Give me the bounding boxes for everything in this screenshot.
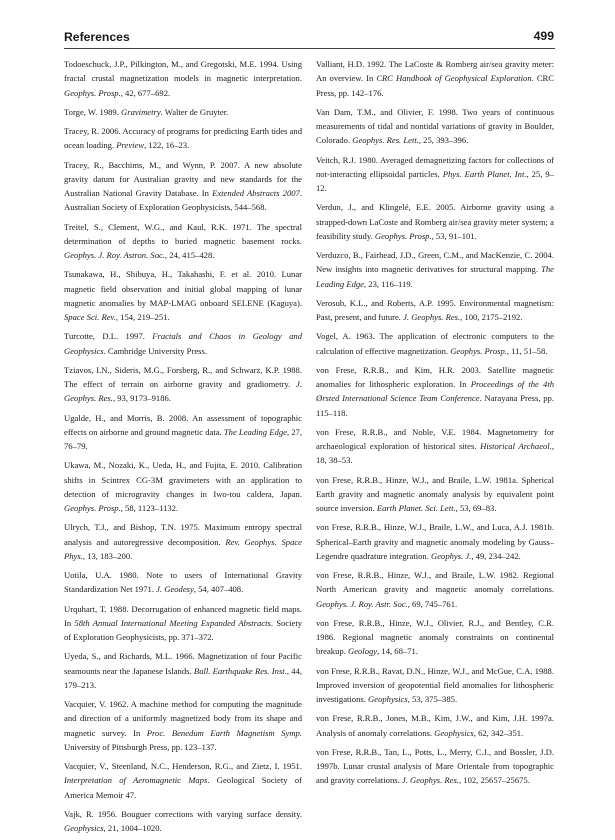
reference-text: von Frese, R.R.B., Hinze, W.J., and Braile, L.W. 1982. Regional North American gravity and magnetic anomaly correlations.: [316, 570, 554, 595]
reference-text: Verosub, K.L., and Roberts, A.P. 1995. Environmental magnetism: Past, present, and future.: [316, 297, 554, 322]
reference-details: , 53, 375–385.: [407, 694, 458, 704]
reference-source: 58th Annual International Meeting Expanded Abstracts: [74, 617, 271, 628]
reference-entry: [64, 649, 302, 692]
reference-text: Vacquier, V., Steenland, N.C., Henderson, R.G., and Zietz, I. 1951.: [64, 761, 302, 771]
reference-text: von Frese, R.R.B., Hinze, W.J., Olivier, R.J., and Bentley, C.R. 1986. Regional magnetic anomaly constraints on continental breakup.: [316, 617, 554, 657]
reference-details: , 14, 68–71.: [377, 646, 418, 657]
reference-details: , 122, 16–23.: [144, 140, 190, 151]
reference-details: , 44, 179–213.: [64, 665, 303, 690]
reference-entry: [64, 759, 302, 802]
reference-text: Valliant, H.D. 1992. The LaCoste & Romberg air/sea gravity meter: An overview. In: [316, 59, 554, 84]
right-reference-column: [316, 57, 554, 793]
reference-text: Ulrych, T.J., and Bishop, T.N. 1975. Maximum entropy spectral analysis and autoregressive decomposition.: [64, 522, 302, 547]
reference-source: Geophys. Prosp.: [64, 87, 121, 98]
section-title: References: [64, 30, 130, 44]
reference-details: , 102, 25657–25675.: [458, 775, 530, 786]
reference-details: , 27, 76–79.: [64, 426, 302, 451]
reference-source: Proceedings of the 4th Ørsted International Science Team Conference: [316, 379, 554, 404]
reference-text: Todoeschuck, J.P., Pilkington, M., and Gregotski, M.E. 1994. Using fractal crustal magnetization models in magnetic interpretation.: [64, 59, 302, 84]
reference-entry: [64, 697, 302, 754]
reference-entry: [64, 158, 302, 215]
reference-text: Ukawa, M., Nozaki, K., Ueda, H., and Fujita, E. 2010. Calibration shifts in Scintrex CG-3M gravimeters with an application to detection of microgravity changes in Iwo-tou caldera, Japan.: [64, 460, 302, 499]
left-reference-column: [64, 57, 302, 840]
reference-entry: [316, 296, 554, 325]
reference-source: Geophys. J. Roy. Astron. Soc.: [64, 250, 165, 260]
reference-details: , 100, 2175–2192.: [460, 312, 523, 322]
reference-entry: [316, 153, 554, 196]
reference-entry: [316, 329, 554, 358]
reference-details: , 13, 183–200.: [82, 550, 133, 561]
reference-entry: [316, 520, 554, 563]
reference-source: The Leading Edge: [316, 264, 554, 289]
reference-source: Geophys. J.: [431, 550, 472, 561]
header-rule: [64, 48, 555, 49]
reference-text: von Frese, R.R.B., Ravat, D.N., Hinze, W.J., and McGue, C.A. 1988. Improved inversion of geopotential field anomalies for lithospheric investigations.: [316, 665, 554, 704]
reference-source: Geology: [347, 646, 378, 657]
reference-details: . Australian Society of Exploration Geophysicists, 544–568.: [64, 188, 302, 213]
reference-entry: [316, 745, 554, 788]
reference-source: Preview: [116, 140, 145, 151]
reference-text: Veitch, R.J. 1980. Averaged demagnetizing factors for collections of not-interacting ellipsoidal particles.: [316, 154, 554, 179]
reference-details: University of Pittsburgh Press, pp. 123–137.: [64, 741, 217, 752]
reference-text: Vajk, R. 1956. Bouguer corrections with varying surface density.: [64, 808, 302, 819]
reference-entry: [316, 616, 554, 659]
reference-text: Vacquier, V. 1962. A machine method for computing the magnitude and direction of a uniformly magnetized body from its shape and magnetic survey. In: [64, 699, 302, 738]
reference-source: J. Geophys. Res.: [401, 775, 459, 786]
reference-text: Verduzco, B., Fairhead, J.D., Green, C.M., and MacKenzie, C. 2004. New insights into magnetic derivatives for structural mapping.: [316, 250, 554, 275]
reference-text: von Frese, R.R.B., Hinze, W.J., Braile, L.W., and Luca, A.J. 1981b. Spherical–Earth gravity and magnetic anomaly modeling by Gauss–Legendre quadrature integration.: [316, 522, 554, 561]
reference-entry: [64, 220, 302, 263]
reference-source: CRC Handbook of Geophysical Exploration: [376, 73, 532, 84]
reference-text: Tsunakawa, H., Shibuya, H., Takahashi, F. et al. 2010. Lunar magnetic field observation and initial global mapping of lunar magnetic anomalies by MAP-LMAG onboard SELENE (Kaguya).: [64, 269, 302, 308]
reference-entry: [316, 711, 554, 740]
reference-details: , 62, 342–351.: [473, 727, 524, 738]
reference-entry: [64, 124, 302, 153]
reference-source: Geophysics: [368, 694, 408, 704]
reference-source: Geophys. Res. Lett.: [352, 135, 419, 146]
reference-entry: [316, 473, 554, 516]
reference-source: Geophys. Prosp.: [64, 503, 121, 513]
reference-entry: [64, 363, 302, 406]
reference-text: von Frese, R.R.B., Tan, L., Potts, L., Merry, C.J., and Bossler, J.D. 1997b. Lunar crustal analysis of Mare Orientale from topographic and gravity correlations.: [316, 746, 554, 786]
reference-source: J. Geodesy: [156, 584, 194, 595]
reference-entry: [316, 200, 554, 243]
reference-source: Bull. Earthquake Res. Inst.: [193, 665, 287, 676]
reference-source: Geophysics: [434, 727, 474, 738]
reference-details: . Walter de Gruyter.: [160, 106, 229, 117]
reference-details: , 25, 393–396.: [418, 135, 469, 146]
reference-text: Vogel, A. 1963. The application of electronic computers to the calculation of effective magnetization.: [316, 331, 554, 356]
reference-source: Space Sci. Rev.: [64, 312, 116, 322]
reference-text: von Frese, R.R.B., and Noble, V.E. 1984. Magnetometry for archaeological exploration of historical sites.: [316, 426, 554, 451]
reference-source: Proc. Benedum Earth Magnetism Symp.: [146, 727, 302, 738]
reference-entry: [316, 664, 554, 707]
reference-source: Extended Abstracts 2007: [212, 188, 300, 198]
reference-details: . Society of Exploration Geophysicists, pp. 371–372.: [64, 617, 303, 642]
reference-entry: [64, 568, 302, 597]
running-header: [64, 28, 554, 48]
reference-details: . Cambridge University Press.: [103, 345, 207, 356]
reference-entry: [64, 57, 302, 100]
reference-text: Uyeda, S., and Richards, M.L. 1966. Magnetization of four Pacific seamounts near the Japanese Islands.: [64, 651, 302, 676]
reference-source: Rev. Geophys. Space Phys.: [64, 536, 302, 561]
reference-entry: [64, 520, 302, 563]
reference-details: , 93, 9173–9186.: [112, 393, 171, 404]
reference-details: , 53, 69–83.: [455, 503, 497, 513]
reference-text: Turcotte, D.L. 1997.: [64, 331, 153, 342]
reference-text: Treitel, S., Clement, W.G., and Kaul, R.K. 1971. The spectral determination of depths to buried magnetic basement rocks.: [64, 221, 302, 246]
reference-details: , 21, 1004–1020.: [103, 823, 162, 833]
reference-entry: [316, 425, 554, 468]
reference-details: . Narayana Press, pp. 115–118.: [316, 393, 554, 418]
reference-details: , 11, 51–58.: [506, 345, 548, 356]
reference-source: Phys. Earth Planet. Int.: [442, 168, 527, 179]
reference-text: Urquhart, T. 1988. Decorrugation of enhanced magnetic field maps. In: [64, 603, 302, 628]
reference-entry: [64, 267, 302, 324]
reference-details: , 49, 234–242.: [471, 550, 521, 561]
reference-source: Gravimetry: [121, 106, 161, 117]
reference-source: J. Geophys. Res.: [403, 312, 461, 322]
reference-source: The Leading Edge: [223, 426, 287, 437]
reference-details: , 23, 116–119.: [363, 278, 413, 289]
reference-source: Geophys. Prosp.: [374, 230, 432, 241]
reference-details: . CRC Press, pp. 142–176.: [316, 73, 555, 98]
reference-source: Interpretation of Aeromagnetic Maps: [64, 775, 208, 786]
reference-entry: [64, 329, 302, 358]
reference-text: Van Dam, T.M., and Olivier, F. 1998. Two years of continuous measurements of tidal and nontidal variations of gravity in Boulder, Colorado.: [316, 106, 554, 146]
reference-details: , 54, 407–408.: [193, 584, 244, 595]
reference-source: Geophysics: [64, 823, 104, 833]
reference-entry: [64, 105, 302, 119]
reference-details: , 53, 91–101.: [431, 230, 477, 241]
reference-entry: [316, 57, 554, 100]
reference-details: , 25, 9–12.: [316, 168, 555, 193]
page-number: 499: [533, 29, 554, 43]
reference-text: Tracey, R., Bacchims, M., and Wynn, P. 2007. A new absolute gravity datum for Australian gravity and new standards for the Australian National Gravity Database. In: [64, 159, 302, 198]
reference-source: J. Geophys. Res.: [64, 379, 302, 404]
reference-details: , 42, 677–692.: [120, 87, 171, 98]
reference-source: Fractals and Chaos in Geology and Geophysics: [64, 331, 302, 356]
reference-text: Uotila, U.A. 1980. Note to users of International Gravity Standardization Net 1971.: [64, 570, 302, 595]
reference-text: von Frese, R.R.B., Jones, M.B., Kim, J.W., and Kim, J.H. 1997a. Analysis of anomaly correlations.: [316, 713, 554, 738]
reference-entry: [64, 807, 302, 836]
reference-entry: [316, 248, 554, 291]
reference-entry: [64, 458, 302, 515]
reference-source: Geophys. Prosp.: [450, 345, 507, 356]
reference-text: Ugalde, H., and Morris, B. 2008. An assessment of topographic effects on airborne and ground magnetic data.: [64, 412, 302, 437]
reference-entry: [316, 105, 554, 148]
reference-source: Geophys. J. Roy. Astr. Soc.: [316, 598, 408, 609]
reference-details: , 69, 745–761.: [407, 598, 458, 609]
reference-text: von Frese, R.R.B., Hinze, W.J., and Braile, L.W. 1981a. Spherical Earth gravity and magnetic anomaly analysis by equivalent point source inversion.: [316, 474, 554, 513]
reference-entry: [316, 568, 554, 611]
reference-details: . Geological Society of America Memoir 47.: [64, 775, 302, 800]
reference-source: Historical Archaeol.: [480, 441, 552, 451]
reference-details: , 24, 415–428.: [164, 250, 215, 260]
reference-text: von Frese, R.R.B., and Kim, H.R. 2003. Satellite magnetic anomalies for lithospheric exploration. In: [316, 364, 554, 389]
reference-entry: [64, 602, 302, 645]
reference-text: Verdun, J., and Klingelé, E.E. 2005. Airborne gravity using a strapped-down LaCoste and Romberg air/sea gravity meter system; a feasibility study.: [316, 202, 554, 241]
reference-entry: [316, 363, 554, 420]
reference-text: Torge, W. 1989.: [64, 106, 122, 117]
reference-details: , 58, 1123–1132.: [120, 503, 179, 513]
reference-details: , 18, 38–53.: [316, 441, 554, 466]
reference-entry: [64, 411, 302, 454]
reference-source: Earth Planet. Sci. Lett.: [376, 503, 456, 513]
reference-text: Tracey, R. 2006. Accuracy of programs for predicting Earth tides and ocean loading.: [64, 126, 303, 151]
reference-text: Tziavos, I.N., Sideris, M.G., Forsberg, R., and Schwarz, K.P. 1988. The effect of terrain on airborne gravity and gradiometry.: [64, 364, 302, 389]
reference-details: , 154, 219–251.: [115, 312, 170, 322]
